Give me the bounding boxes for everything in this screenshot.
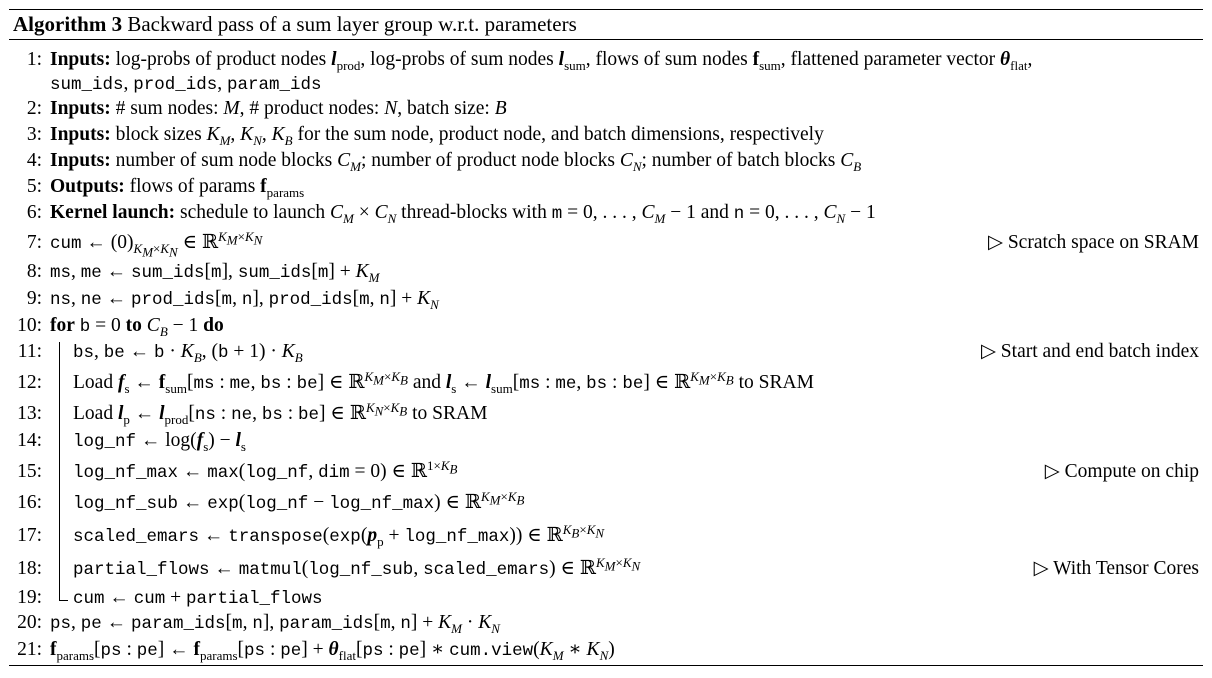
algo-line-17 <box>0 523 1212 549</box>
algo-line-12 <box>0 370 1212 396</box>
line-text: log_nf_max ← max(log_nf, dim = 0) ∈ ℝ$^{1\times K_B}$ <box>73 457 458 483</box>
line-text: log_nf ← $\log(f_s) - l_s$ <box>73 430 246 454</box>
line-text: Inputs: # sum nodes: M, # product nodes: N, batch size: B <box>50 98 507 119</box>
algo-line-21 <box>0 637 1212 663</box>
line-number: 12: <box>17 372 42 393</box>
algo-line-5 <box>0 174 1212 200</box>
line-number: 11: <box>17 341 42 362</box>
caption-rule <box>9 39 1203 40</box>
line-number: 21: <box>17 639 42 660</box>
line-text: bs, be ← $b \cdot K_B$, $(b + 1) \cdot K_B$ <box>73 341 303 365</box>
line-text: Load $l_p$ ← $l_{prod}[ns$ : ne, bs : be] ∈ ℝ$^{K_N\times K_B}$ to SRAM <box>73 399 488 427</box>
algo-line-4 <box>0 148 1212 174</box>
line-number: 2: <box>26 98 42 119</box>
algo-line-11 <box>0 339 1212 365</box>
line-number: 6: <box>26 202 42 223</box>
line-text: cum ← cum + partial_flows <box>73 587 323 609</box>
line-number: 20: <box>17 612 42 633</box>
line-number: 5: <box>26 176 42 197</box>
line-text: for b = 0 to $C_B - 1$ do <box>50 315 224 339</box>
line-text: cum ← $(0)_{K_M\times K_N}$ ∈ ℝ$^{K_M\times K_N}$ <box>50 228 263 260</box>
bottom-rule <box>9 665 1203 666</box>
algo-line-20 <box>0 610 1212 636</box>
line-number: 10: <box>17 315 42 336</box>
line-text: sum_ids, prod_ids, param_ids <box>50 73 322 95</box>
line-text: ps, pe ← param_ids[m, n], param_ids[m, $n] + K_M \cdot K_N$ <box>50 612 500 636</box>
line-text: $f_{params}[ps$ : pe] ← $f_{params}[ps$ : $pe] + \theta_{flat}[ps$ : pe] ∗ $cum.view(K_M$ ∗ $K_N$) <box>50 639 615 663</box>
line-comment: ▷ Start and end batch index <box>980 341 1199 362</box>
algorithm-title: Backward pass of a sum layer group w.r.t. parameters <box>127 12 577 36</box>
algorithm-caption <box>13 11 577 37</box>
algo-line-15 <box>0 459 1212 485</box>
algorithm-label: Algorithm 3 <box>13 12 123 36</box>
line-number: 8: <box>26 261 42 282</box>
algo-line-2 <box>0 96 1212 122</box>
algo-line-14 <box>0 428 1212 454</box>
algo-line-16 <box>0 490 1212 516</box>
line-text: Inputs: log-probs of product nodes $l_{prod}$, log-probs of sum nodes $l_{sum}$, flows of sum nodes $f_{sum}$, flattened parameter vector $\theta_{flat}$, <box>50 49 1033 73</box>
algo-line-6 <box>0 200 1212 226</box>
line-number: 14: <box>17 430 42 451</box>
algo-line-19 <box>0 585 1212 611</box>
line-text: Inputs: block sizes $K_M$, $K_N$, $K_B$ for the sum node, product node, and batch dimensions, respectively <box>50 124 824 148</box>
line-comment: ▷ Scratch space on SRAM <box>987 232 1199 253</box>
line-number: 7: <box>26 232 42 253</box>
algo-line-3 <box>0 122 1212 148</box>
algo-line-1-cont <box>0 71 1212 97</box>
line-text: Kernel launch: schedule to launch $C_M \times C_N$ thread-blocks with m = 0, . . . , $C_M - 1$ and n = 0, . . . , $C_N - 1$ <box>50 202 876 226</box>
line-text: Inputs: number of sum node blocks $C_M$; number of product node blocks $C_N$; number of batch blocks $C_B$ <box>50 150 862 174</box>
algo-line-8 <box>0 259 1212 285</box>
line-text: ns, ne ← prod_ids[m, n], prod_ids[m, $n] + K_N$ <box>50 288 439 312</box>
line-number: 4: <box>26 150 42 171</box>
algo-line-13 <box>0 401 1212 427</box>
line-number: 15: <box>17 461 42 482</box>
line-text: Load $f_s$ ← $f_{sum}[ms$ : me, bs : be] ∈ ℝ$^{K_M\times K_B}$ and $l_s$ ← $l_{sum}[ms$ : me, bs : be] ∈ ℝ$^{K_M\times K_B}$ to SRAM <box>73 368 814 396</box>
top-rule <box>9 9 1203 10</box>
algo-line-7 <box>0 228 1212 260</box>
line-number: 18: <box>17 558 42 579</box>
line-number: 19: <box>17 587 42 608</box>
algo-line-10 <box>0 313 1212 339</box>
algo-line-18 <box>0 556 1212 582</box>
algo-line-9 <box>0 286 1212 312</box>
line-number: 13: <box>17 403 42 424</box>
line-text: log_nf_sub ← exp(log_nf − log_nf_max) ∈ ℝ$^{K_M\times K_B}$ <box>73 488 525 514</box>
line-number: 9: <box>26 288 42 309</box>
line-text: Outputs: flows of params $f_{params}$ <box>50 176 305 200</box>
line-number: 1: <box>26 49 42 70</box>
line-number: 16: <box>17 492 42 513</box>
line-text: scaled_emars ← $transpose(\exp(p_p$ + log_nf_max)) ∈ ℝ$^{K_B\times K_N}$ <box>73 521 605 549</box>
line-number: 17: <box>17 525 42 546</box>
line-comment: ▷ With Tensor Cores <box>1033 558 1199 579</box>
algo-line-1 <box>0 47 1212 73</box>
line-number: 3: <box>26 124 42 145</box>
line-text: partial_flows ← matmul(log_nf_sub, scaled_emars) ∈ ℝ$^{K_M\times K_N}$ <box>73 554 641 580</box>
line-text: ms, me ← sum_ids[m], sum_ids[m] + $K_M$ <box>50 261 380 285</box>
line-comment: ▷ Compute on chip <box>1044 461 1199 482</box>
